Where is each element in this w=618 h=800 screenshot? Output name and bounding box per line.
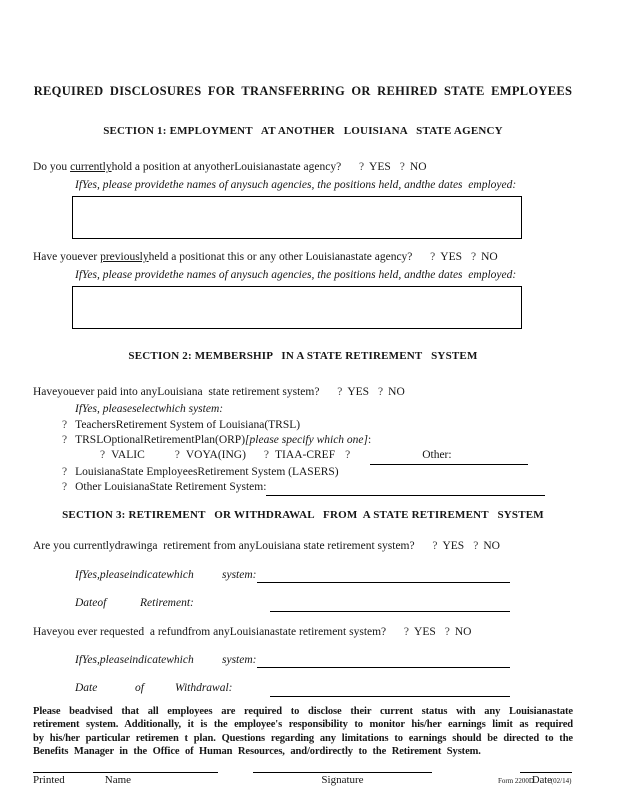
disclosure-notice: Please beadvised that all employees are required to disclose their current status with any Louisianastate retirement system. Additionally, it is the employee's responsibility to monitor his/her earnings limit as required by his/her particular retiremen t plan. Questions regarding any limitations to earnings should be directed to the Benefits Manager in the Office of Human Resources, and/ordirectly to the Retirement System. bbox=[33, 705, 573, 758]
other-system-checkbox[interactable]: ? bbox=[62, 481, 68, 494]
yes-checkbox[interactable]: ? bbox=[432, 540, 438, 553]
paid-into-system-hint: IfYes, pleaseselectwhich system: bbox=[75, 403, 224, 416]
question-paid-into-system bbox=[33, 385, 573, 400]
option-other-system bbox=[62, 480, 545, 495]
trsl-label: TeachersRetirement System of Louisiana(TRSL) bbox=[75, 418, 301, 431]
withdrawal-label: Withdrawal: bbox=[175, 682, 233, 695]
valic-label: VALIC bbox=[111, 449, 145, 462]
option-lasers bbox=[62, 465, 573, 480]
form-revision: (02/14) bbox=[550, 776, 572, 785]
yes-checkbox[interactable]: ? bbox=[337, 385, 343, 398]
lasers-checkbox[interactable]: ? bbox=[62, 465, 68, 478]
no-label: NO bbox=[483, 540, 500, 553]
tiaa-cref-label: TIAA-CREF bbox=[275, 449, 336, 462]
option-orp bbox=[62, 433, 573, 448]
indicate-which-label: IfYes,pleaseindicatewhich bbox=[75, 654, 194, 667]
underlined-word: previously bbox=[100, 251, 149, 264]
system-label: system: bbox=[222, 568, 257, 581]
question-previous-position bbox=[33, 250, 573, 265]
valic-checkbox[interactable]: ? bbox=[100, 449, 106, 462]
question-text: Have youever bbox=[33, 251, 101, 264]
question-drawing-retirement bbox=[33, 539, 573, 554]
no-checkbox[interactable]: ? bbox=[378, 385, 384, 398]
no-label: NO bbox=[454, 625, 472, 638]
orp-checkbox[interactable]: ? bbox=[62, 434, 68, 447]
no-checkbox[interactable]: ? bbox=[399, 161, 405, 174]
question-text: Do you bbox=[33, 161, 71, 174]
orp-other-label: Other: bbox=[422, 449, 452, 462]
yes-checkbox[interactable]: ? bbox=[430, 251, 436, 264]
no-checkbox[interactable]: ? bbox=[444, 625, 450, 638]
yes-checkbox[interactable]: ? bbox=[403, 625, 410, 638]
orp-provider-options bbox=[100, 448, 573, 464]
system-label: system: bbox=[222, 654, 257, 667]
yes-label: YES bbox=[347, 385, 370, 398]
current-agencies-input-box[interactable] bbox=[72, 196, 522, 239]
form-title: REQUIRED DISCLOSURES FOR TRANSFERRING OR REHIRED STATE EMPLOYEES bbox=[33, 84, 573, 98]
orp-other-checkbox[interactable]: ? bbox=[345, 449, 351, 462]
yes-label: YES bbox=[369, 161, 391, 174]
name-label: Name bbox=[104, 773, 132, 786]
retirement-date-field[interactable] bbox=[270, 597, 510, 612]
section2-heading: SECTION 2: MEMBERSHIP IN A STATE RETIREMENT SYSTEM bbox=[128, 350, 478, 363]
trsl-checkbox[interactable]: ? bbox=[62, 418, 68, 431]
printed-label: Printed bbox=[33, 773, 65, 786]
no-label: NO bbox=[481, 251, 498, 264]
question-text: Haveyou ever requested a refundfrom anyLouisianastate retirement system? bbox=[33, 625, 392, 638]
yes-checkbox[interactable]: ? bbox=[358, 161, 365, 174]
previous-agencies-input-box[interactable] bbox=[72, 286, 522, 329]
previous-position-hint: IfYes, please providethe names of anysuch agencies, the positions held, andthe dates employed: bbox=[75, 268, 517, 281]
question-current-position bbox=[33, 160, 573, 175]
orp-note: [please specify which one] bbox=[245, 434, 369, 447]
orp-colon: : bbox=[368, 434, 372, 447]
option-trsl bbox=[62, 418, 573, 433]
voya-checkbox[interactable]: ? bbox=[174, 449, 180, 462]
date-label: Date bbox=[531, 774, 552, 786]
no-label: NO bbox=[388, 385, 405, 398]
retirement-label: Retirement: bbox=[140, 597, 194, 610]
question-text: Are you currentlydrawinga retirement from anyLouisiana state retirement system? bbox=[33, 540, 421, 553]
refund-system-row bbox=[75, 653, 510, 668]
yes-label: YES bbox=[414, 625, 436, 638]
question-refund bbox=[33, 625, 573, 640]
date-line[interactable] bbox=[498, 772, 572, 788]
other-system-field[interactable] bbox=[266, 481, 545, 496]
indicate-which-label: IfYes,pleaseindicatewhich bbox=[75, 568, 194, 581]
question-text: Haveyouever paid into anyLouisiana state retirement system? bbox=[33, 385, 326, 398]
no-checkbox[interactable]: ? bbox=[473, 540, 479, 553]
question-text: hold a position at anyotherLouisianastate agency? bbox=[111, 161, 347, 174]
question-text: held a positionat this or any other Louisianastate agency? bbox=[148, 251, 419, 264]
signature-label: Signature bbox=[321, 773, 364, 786]
underlined-word: currently bbox=[70, 161, 112, 174]
retirement-system-field[interactable] bbox=[257, 568, 511, 583]
date-of-label: Dateof bbox=[75, 597, 107, 610]
yes-label: YES bbox=[442, 540, 465, 553]
section3-heading: SECTION 3: RETIREMENT OR WITHDRAWAL FROM A STATE RETIREMENT SYSTEM bbox=[62, 508, 544, 521]
current-position-hint: IfYes, please providethe names of anysuch agencies, the positions held, andthe dates employed: bbox=[75, 178, 517, 191]
voya-label: VOYA(ING) bbox=[185, 449, 246, 462]
withdrawal-date-row bbox=[75, 681, 510, 696]
orp-label: TRSLOptionalRetirementPlan(ORP) bbox=[75, 434, 246, 447]
yes-label: YES bbox=[440, 251, 462, 264]
orp-other-field[interactable] bbox=[370, 448, 528, 464]
withdrawal-date-field[interactable] bbox=[270, 682, 510, 697]
no-label: NO bbox=[409, 161, 427, 174]
retirement-system-row bbox=[75, 568, 510, 583]
section1-heading: SECTION 1: EMPLOYMENT AT ANOTHER LOUISIANA STATE AGENCY bbox=[103, 124, 503, 137]
tiaa-cref-checkbox[interactable]: ? bbox=[263, 449, 270, 462]
date-label: Date bbox=[75, 682, 98, 695]
of-label: of bbox=[135, 682, 144, 695]
refund-system-field[interactable] bbox=[257, 653, 511, 668]
retirement-date-row bbox=[75, 596, 510, 611]
no-checkbox[interactable]: ? bbox=[471, 251, 477, 264]
lasers-label: LouisianaState EmployeesRetirement System (LASERS) bbox=[75, 465, 339, 478]
signature-line[interactable] bbox=[253, 772, 432, 788]
printed-name-line[interactable] bbox=[33, 772, 218, 788]
signature-footer bbox=[33, 772, 573, 800]
other-system-label: Other LouisianaState Retirement System: bbox=[75, 481, 267, 494]
form-number: Form 2200D bbox=[498, 776, 534, 785]
